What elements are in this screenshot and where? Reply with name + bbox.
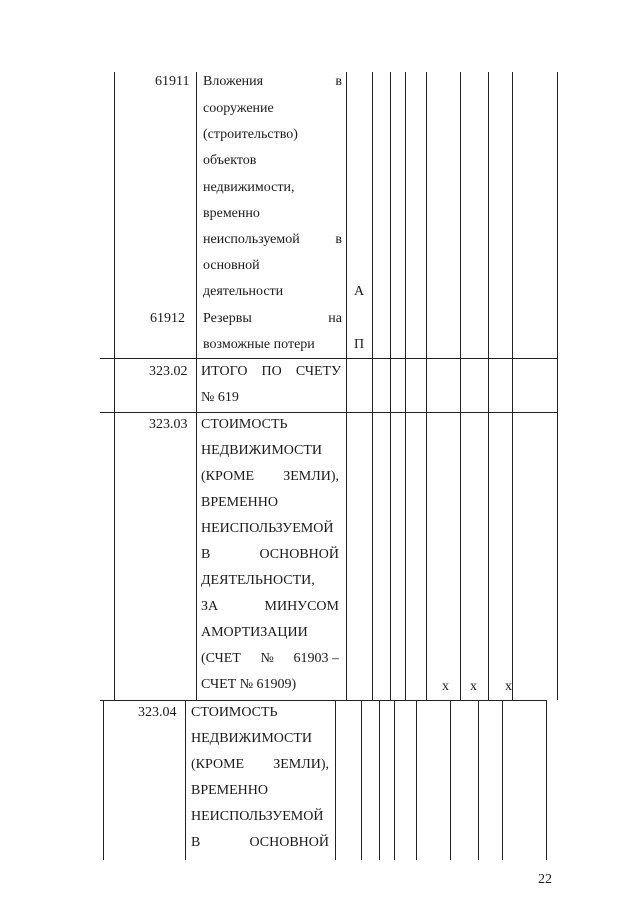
title-line xyxy=(191,835,329,851)
title-line: НЕДВИЖИМОСТИ xyxy=(201,443,323,458)
description-line xyxy=(203,74,342,90)
table-line xyxy=(416,700,417,860)
description-line: основной xyxy=(203,258,260,273)
table-line xyxy=(100,358,557,359)
table-line xyxy=(460,72,461,700)
table-line xyxy=(335,700,336,860)
description-line xyxy=(203,232,342,248)
title-line xyxy=(201,651,339,667)
description-line: сооружение xyxy=(203,101,274,116)
table-line xyxy=(405,72,406,700)
description-line: объектов xyxy=(203,153,257,168)
table-line xyxy=(185,700,186,860)
word: в xyxy=(335,232,342,247)
title-line: СЧЕТ № 61909) xyxy=(201,677,297,692)
account-code: 61911 xyxy=(155,74,190,89)
word: Вложения xyxy=(203,74,264,89)
description-line: недвижимости, xyxy=(203,180,295,195)
table-line xyxy=(502,700,503,860)
word: В xyxy=(201,547,211,562)
title-line: НЕИСПОЛЬЗУЕМОЙ xyxy=(191,809,324,824)
word: (СЧЕТ xyxy=(201,651,241,666)
word: на xyxy=(328,311,342,326)
word: ПО xyxy=(261,364,282,379)
line-code: 323.02 xyxy=(149,364,188,379)
table-line xyxy=(478,700,479,860)
description-line xyxy=(203,311,342,327)
table-line xyxy=(346,72,347,700)
description-line: деятельности xyxy=(203,284,284,299)
description-line: возможные потери xyxy=(203,337,315,352)
x-mark: х xyxy=(505,679,512,694)
table-line xyxy=(103,700,104,860)
word: неиспользуемой xyxy=(203,232,300,247)
word: № xyxy=(260,651,274,666)
word: ОСНОВНОЙ xyxy=(259,547,339,562)
table-line xyxy=(100,700,546,701)
word: ЗА xyxy=(201,599,219,614)
title-line: НЕДВИЖИМОСТИ xyxy=(191,731,313,746)
title-line: СТОИМОСТЬ xyxy=(201,417,288,432)
balance-mark: П xyxy=(354,337,365,352)
table-line xyxy=(450,700,451,860)
table-line xyxy=(100,412,557,413)
table-line xyxy=(557,72,558,700)
balance-mark: А xyxy=(354,284,365,299)
word: СЧЕТУ xyxy=(295,364,341,379)
table-line xyxy=(361,700,362,860)
table-line xyxy=(394,700,395,860)
word: ЗЕМЛИ), xyxy=(273,757,329,772)
word: 61903 – xyxy=(293,651,339,666)
word: ОСНОВНОЙ xyxy=(249,835,329,850)
title-line: НЕИСПОЛЬЗУЕМОЙ xyxy=(201,521,334,536)
table-line xyxy=(196,72,197,700)
description-line: временно xyxy=(203,206,260,221)
page-number: 22 xyxy=(538,872,552,887)
title-line: АМОРТИЗАЦИИ xyxy=(201,625,308,640)
line-code: 323.04 xyxy=(138,705,177,720)
word: в xyxy=(335,74,342,89)
word: Резервы xyxy=(203,311,252,326)
word: ЗЕМЛИ), xyxy=(283,469,339,484)
x-mark: х xyxy=(442,679,449,694)
table-line xyxy=(114,72,115,700)
title-line xyxy=(201,547,339,563)
description-line: (строительство) xyxy=(203,127,298,142)
total-line xyxy=(201,364,341,380)
word: (КРОМЕ xyxy=(191,757,245,772)
word: (КРОМЕ xyxy=(201,469,255,484)
table-line xyxy=(512,72,513,700)
title-line: ВРЕМЕННО xyxy=(191,783,269,798)
line-code: 323.03 xyxy=(149,417,188,432)
word: В xyxy=(191,835,201,850)
account-code: 61912 xyxy=(150,311,185,326)
title-line: СТОИМОСТЬ xyxy=(191,705,278,720)
title-line: ВРЕМЕННО xyxy=(201,495,279,510)
x-mark: х xyxy=(470,679,477,694)
title-line xyxy=(201,469,339,485)
total-line: № 619 xyxy=(201,390,239,405)
title-line xyxy=(201,599,339,615)
word: МИНУСОМ xyxy=(264,599,339,614)
title-line xyxy=(191,757,329,773)
table-line xyxy=(372,72,373,700)
title-line: ДЕЯТЕЛЬНОСТИ, xyxy=(201,573,315,588)
table-line xyxy=(426,72,427,700)
table-line xyxy=(546,700,547,860)
table-line xyxy=(390,72,391,700)
table-line xyxy=(379,700,380,860)
table-line xyxy=(488,72,489,700)
word: ИТОГО xyxy=(201,364,248,379)
